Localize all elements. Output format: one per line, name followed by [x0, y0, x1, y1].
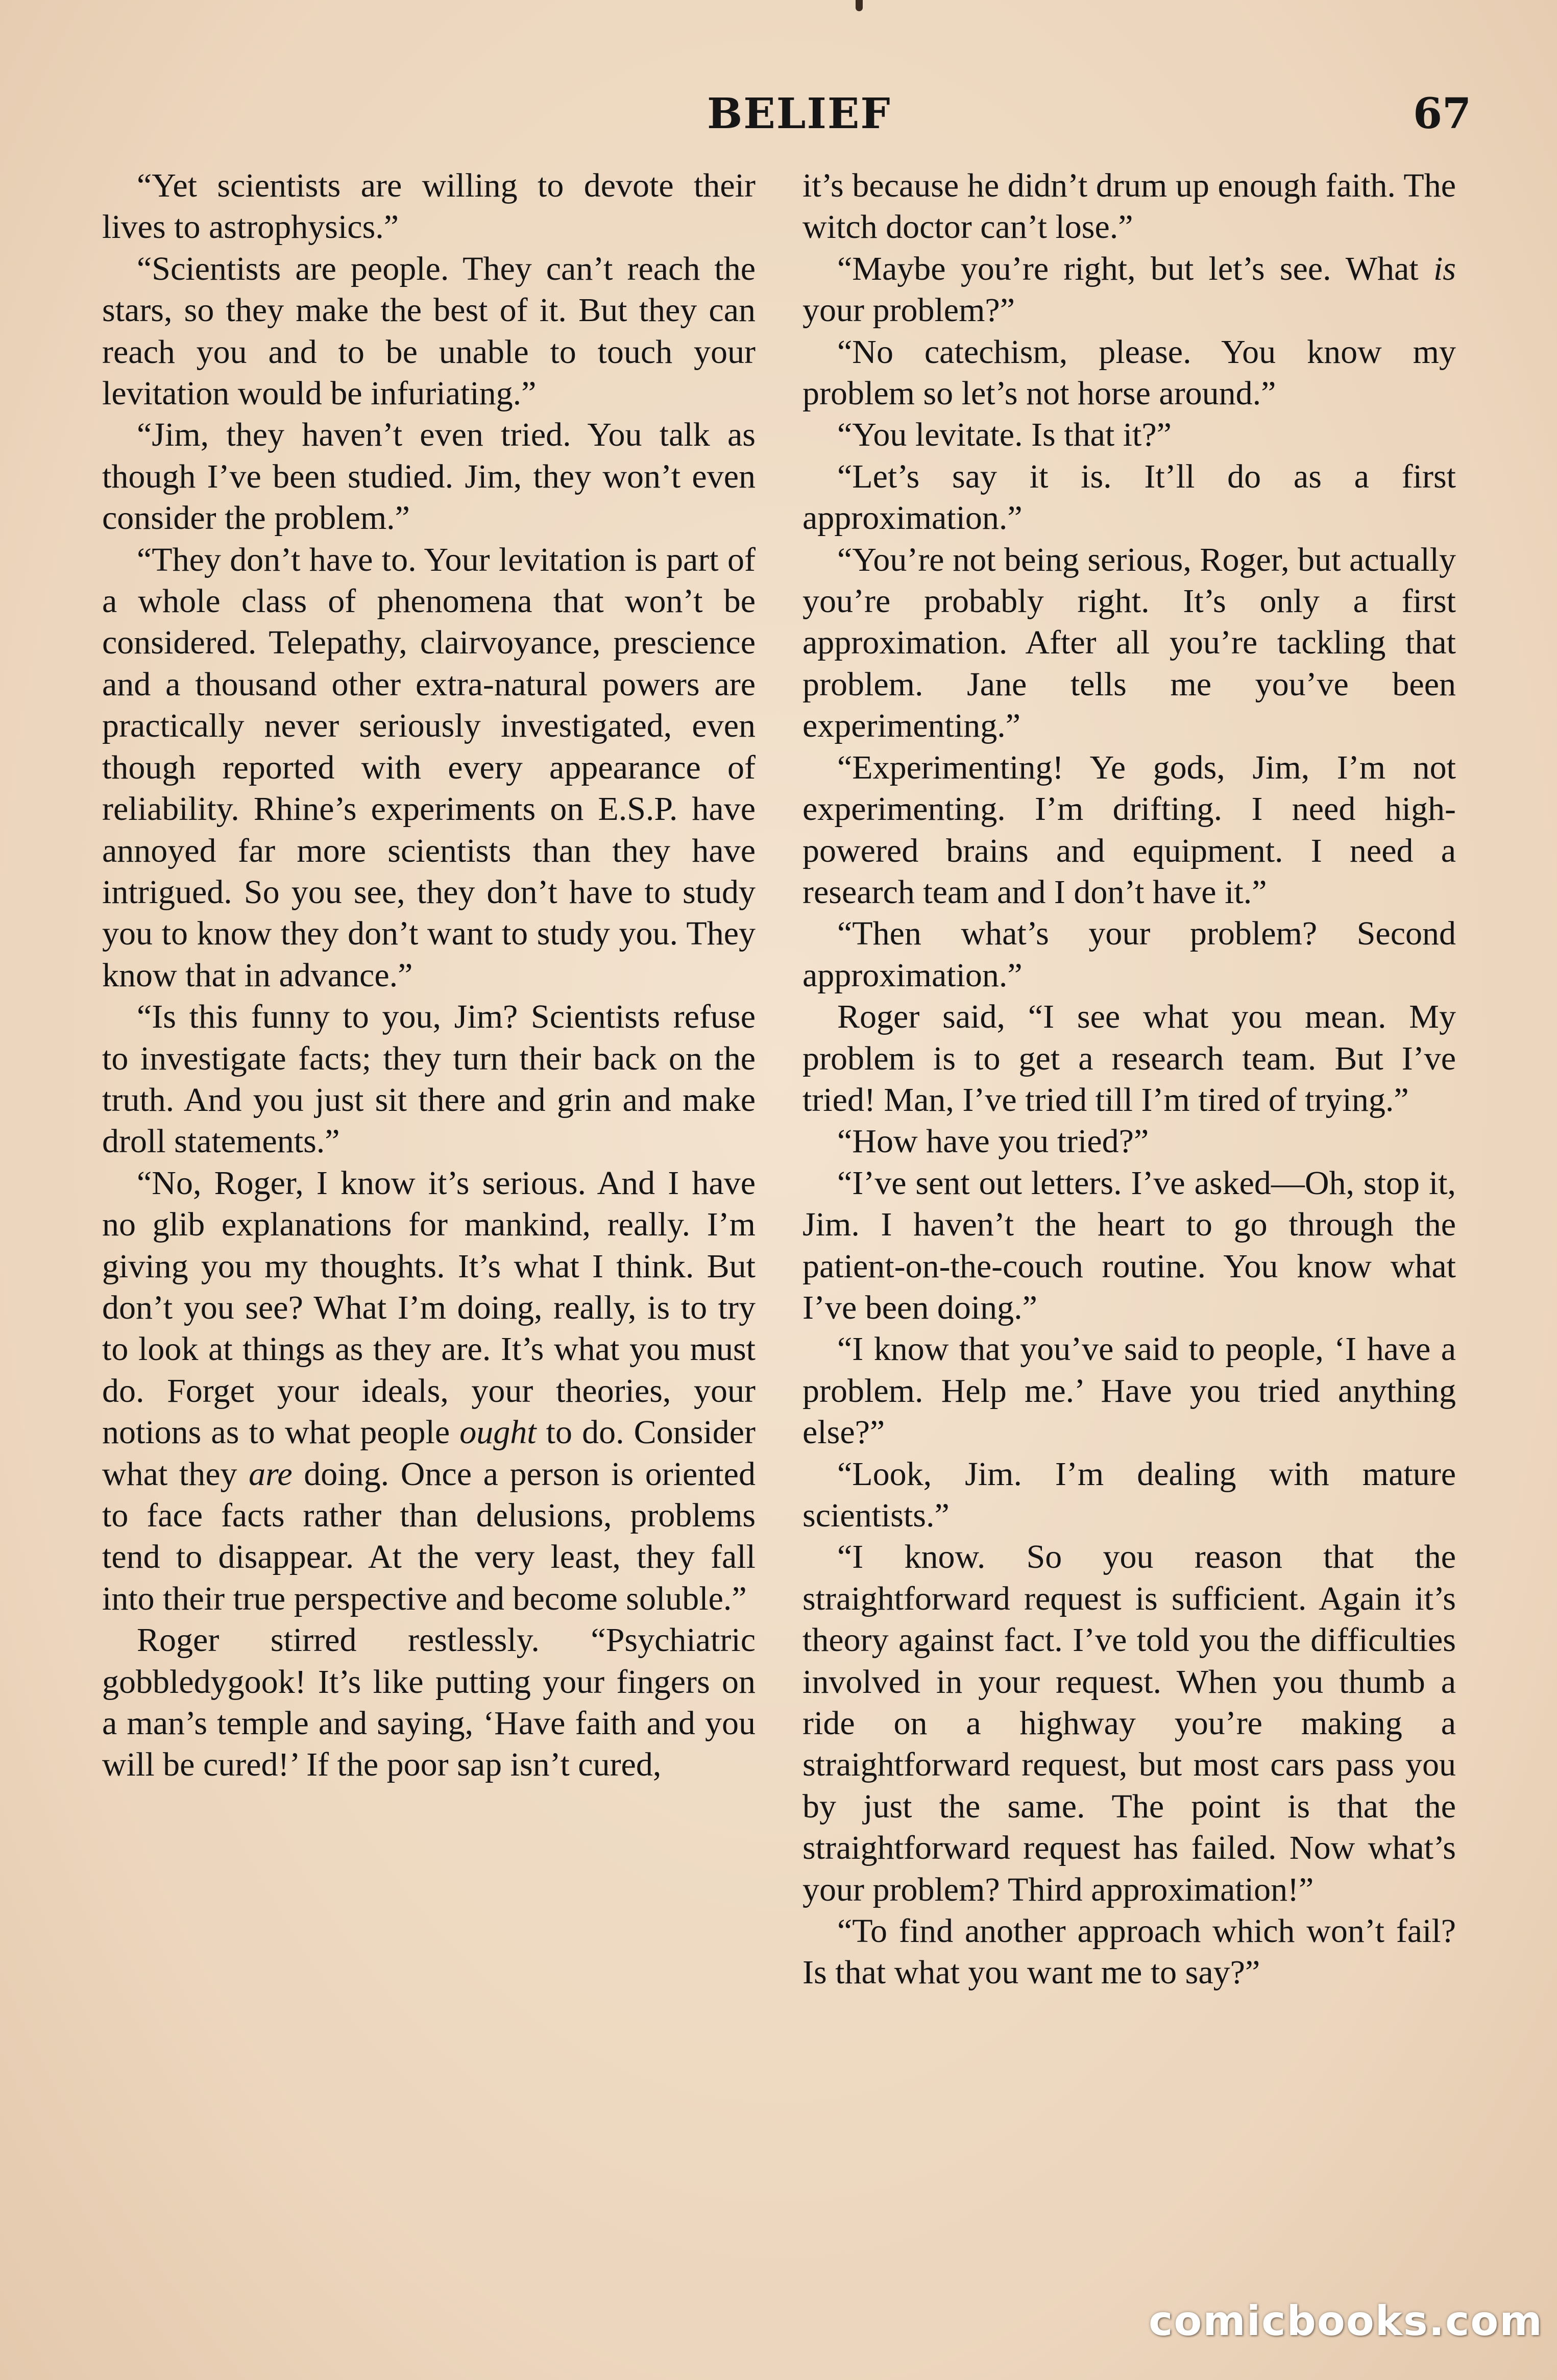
emphasis: is — [1433, 250, 1456, 287]
paragraph: “Jim, they haven’t even tried. You talk as though I’ve been studied. Jim, they won’t even consider the problem.” — [102, 416, 756, 537]
paragraph — [102, 1162, 756, 1619]
paragraph: “Is this funny to you, Jim? Scientists refuse to investigate facts; they turn their back on the truth. And you just sit there and grin and make droll statements.” — [102, 998, 756, 1160]
page-number: 67 — [1413, 89, 1472, 138]
paragraph-text: to do. Consider what they — [102, 1414, 756, 1493]
paragraph — [802, 248, 1456, 331]
ink-speck — [856, 0, 863, 11]
paragraph: “How have you tried?” — [837, 1123, 1149, 1160]
paragraph-text: your problem?” — [802, 292, 1015, 329]
running-title: BELIEF — [707, 89, 891, 138]
emphasis: are — [249, 1455, 293, 1493]
paragraph-text: “No, Roger, I know it’s serious. And I have no glib explanations for mankind, really. I’m giving you my thoughts. It’s what I think. But don’t you see? What I’m doing, really, is to try to look at things as they are. It’s what you must do. Forget your ideals, your theories, your notions as to what people — [102, 1164, 756, 1451]
paragraph: “You levitate. Is that it?” — [837, 416, 1172, 454]
emphasis: ought — [459, 1414, 537, 1451]
paragraph: “I’ve sent out letters. I’ve asked—Oh, stop it, Jim. I haven’t the heart to go through the patient-on-the-couch routine. You know what I’ve been doing.” — [802, 1164, 1456, 1326]
paragraph-text: doing. Once a person is oriented to face facts rather than delusions, problems tend to disappear. At the very least, they fall into their true perspective and become soluble.” — [102, 1455, 756, 1617]
paragraph: “I know that you’ve said to people, ‘I have a problem. Help me.’ Have you tried anything else?” — [802, 1330, 1456, 1451]
paragraph: “To find another approach which won’t fail? Is that what you want me to say?” — [802, 1912, 1456, 1992]
paragraph: “Let’s say it is. It’ll do as a first approximation.” — [802, 457, 1456, 537]
paragraph: “Look, Jim. I’m dealing with mature scientists.” — [802, 1455, 1456, 1534]
paragraph: “I know. So you reason that the straightforward request is sufficient. Again it’s theory against fact. I’ve told you the difficulties involved in your request. When you thumb a ride on a highway you’re making a straightforward request, but most cars pass you by just the same. The point is that the straightforward request has failed. Now what’s your problem? Third approximation!” — [802, 1538, 1456, 1908]
paragraph: Roger stirred restlessly. “Psychiatric gobbledygook! It’s like putting your fingers on a man’s temple and saying, ‘Have faith and you will be cured!’ If the poor sap isn’t cured, — [102, 1621, 756, 1784]
paragraph-text: “Maybe you’re right, but let’s see. What — [837, 250, 1433, 287]
watermark: comicbooks.com — [1149, 2297, 1543, 2345]
paragraph: “They don’t have to. Your levitation is part of a whole class of phenomena that won’t be considered. Telepathy, clairvoyance, prescience and a thousand other extra-natural powers are practically never seriously investigated, even though reported with every appearance of reliability. Rhine’s experiments on E.S.P. have annoyed far more scientists than they have intrigued. So you see, they don’t have to study you to know they don’t want to study you. They know that in advance.” — [102, 541, 756, 994]
page-header — [0, 89, 1557, 145]
paragraph: “Then what’s your problem? Second approximation.” — [802, 915, 1456, 994]
paragraph: “You’re not being serious, Roger, but actually you’re probably right. It’s only a first approximation. After all you’re tackling that problem. Jane tells me you’ve been experimenting.” — [802, 541, 1456, 745]
paragraph: “No catechism, please. You know my problem so let’s not horse around.” — [802, 333, 1456, 412]
paragraph: Roger said, “I see what you mean. My problem is to get a research team. But I’ve tried! Man, I’ve tried till I’m tired of trying.” — [802, 998, 1456, 1119]
right-column — [802, 165, 1456, 1994]
paragraph: “Scientists are people. They can’t reach the stars, so they make the best of it. But they can reach you and to be unable to touch your levitation would be infuriating.” — [102, 250, 756, 412]
paragraph: “Experimenting! Ye gods, Jim, I’m not experimenting. I’m drifting. I need high-powered brains and equipment. I need a research team and I don’t have it.” — [802, 748, 1456, 911]
paragraph: “Yet scientists are willing to devote their lives to astrophysics.” — [102, 167, 756, 246]
paragraph-continuation: it’s because he didn’t drum up enough faith. The witch doctor can’t lose.” — [802, 167, 1456, 246]
left-column — [102, 165, 756, 1786]
